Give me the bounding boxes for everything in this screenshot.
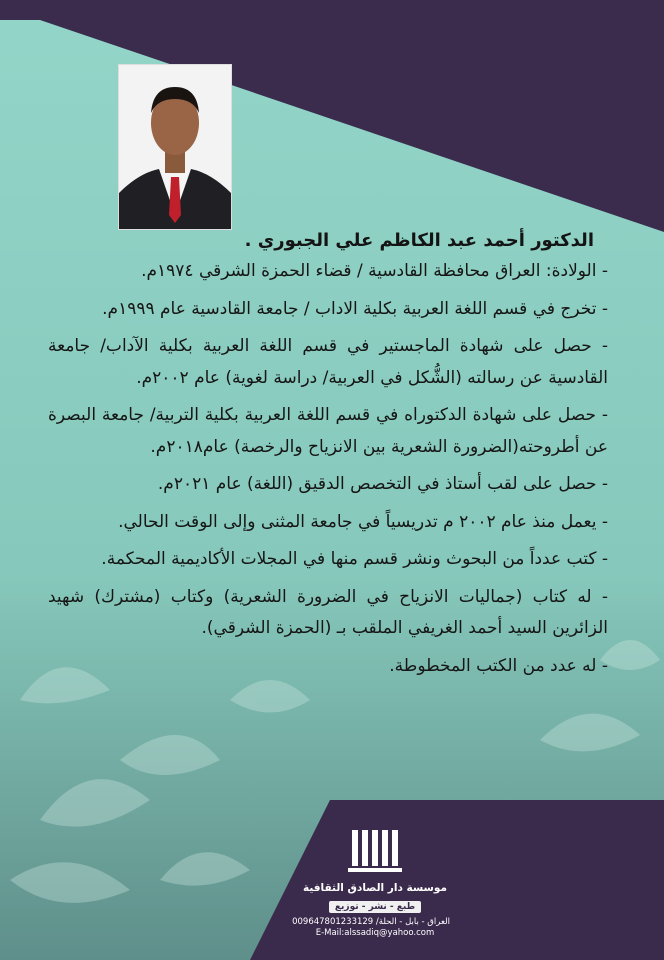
bio-research: - كتب عدداً من البحوث ونشر قسم منها في المجلات الأكاديمية المحكمة. bbox=[101, 549, 608, 569]
publisher-logo-icon bbox=[348, 826, 402, 874]
publisher-name: موسسة دار الصادق الثقافية bbox=[303, 882, 447, 894]
author-title: الدكتور أحمد عبد الكاظم علي الجبوري . bbox=[244, 230, 594, 251]
bio-manuscripts: - له عدد من الكتب المخطوطة. bbox=[389, 655, 608, 676]
author-photo bbox=[118, 64, 232, 230]
bio-graduation: - تخرج في قسم اللغة العربية بكلية الاداب / جامعة القادسية عام ١٩٩٩م. bbox=[102, 298, 608, 319]
publisher-address: العراق - بابل - الحلة/ 009647801233129 bbox=[292, 917, 450, 927]
bio-birth: - الولادة: العراق محافظة القادسية / قضاء الحمزة الشرقي ١٩٧٤م. bbox=[141, 261, 608, 281]
bio-books: - له كتاب (جماليات الانزياح في الضرورة الشعرية) وكتاب (مشترك) شهيد الزائرين السيد أحمد الغريفي الملقب بـ (الحمزة الشرقي). bbox=[48, 586, 608, 638]
bio-professor-title: - حصل على لقب أستاذ في التخصص الدقيق (اللغة) عام ٢٠٢١م. bbox=[157, 474, 608, 494]
bio-doctorate: - حصل على شهادة الدكتوراه في قسم اللغة العربية بكلية التربية/ جامعة البصرة عن أطروحته(الضرورة الشعرية بين الانزياح والرخصة) عام٢٠١٨م. bbox=[48, 405, 608, 457]
bio-masters: - حصل على شهادة الماجستير في قسم اللغة العربية بكلية الآداب/ جامعة القادسية عن رسالته (الشُّكل في العربية/ دراسة لغوية) عام ٢٠٠٢م. bbox=[48, 336, 608, 388]
publisher-email: E-Mail:alssadiq@yahoo.com bbox=[315, 928, 435, 938]
publisher-block bbox=[292, 826, 450, 938]
bio-teaching: - يعمل منذ عام ٢٠٠٢ م تدريسياً في جامعة المثنى وإلى الوقت الحالي. bbox=[118, 511, 608, 532]
publisher-tagline: طبع - نشر - توزيع bbox=[329, 901, 421, 913]
author-bio-list bbox=[48, 256, 608, 688]
